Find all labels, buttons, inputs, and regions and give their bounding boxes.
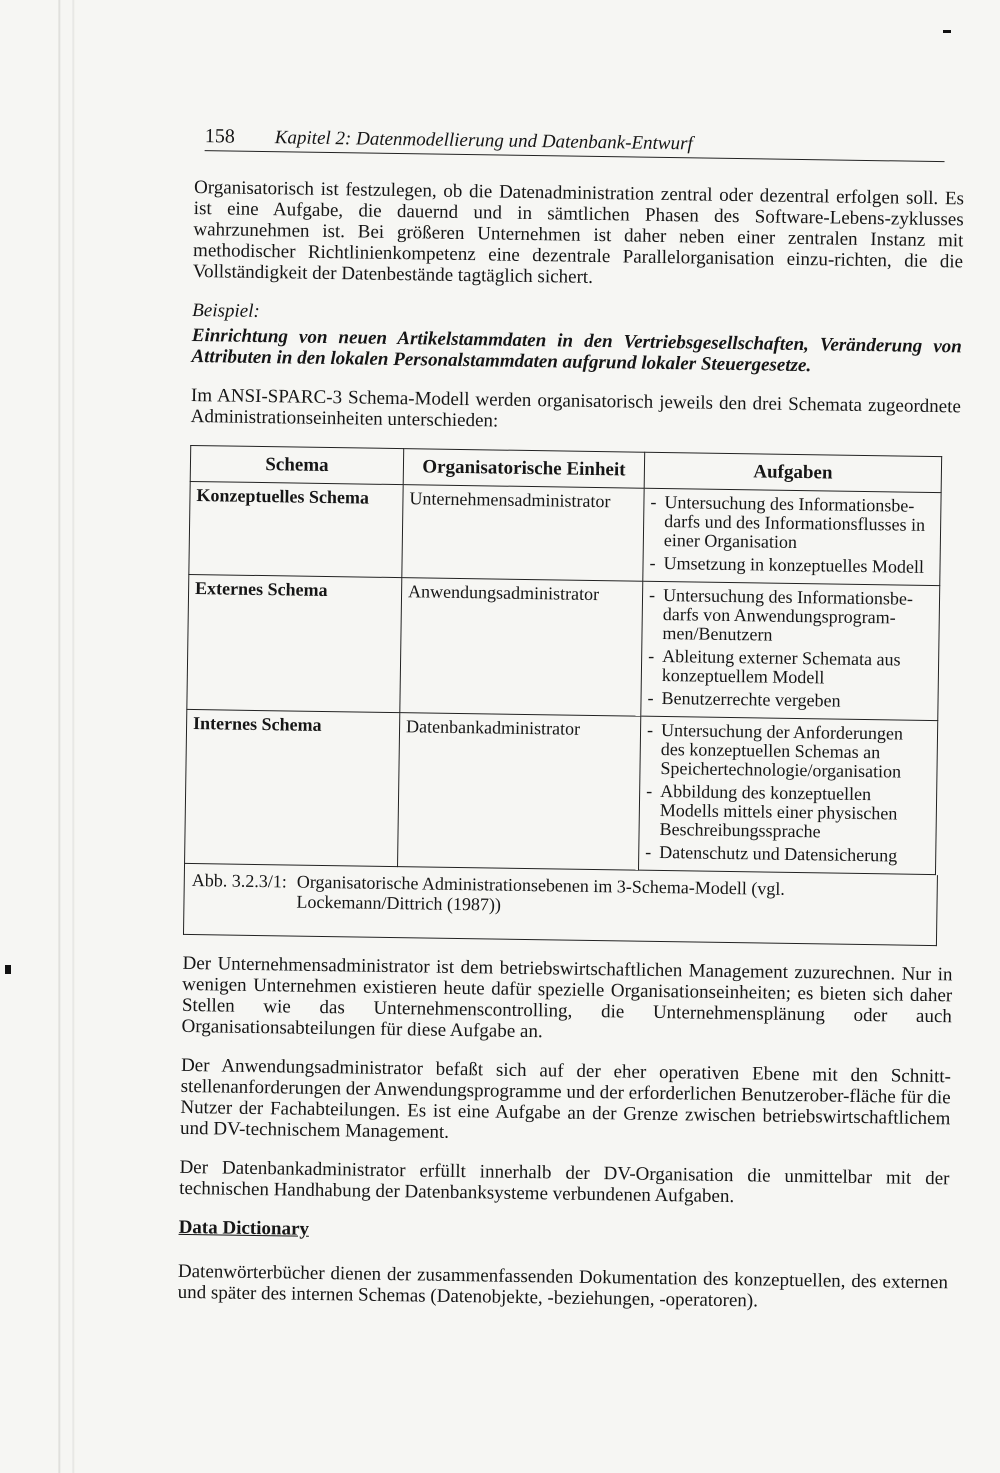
- paragraph-data-dictionary: Datenwörterbücher dienen der zusammenfassenden Dokumentation des konzeptuellen, des externen und später des internen Schemas (Datenobjekte, -beziehungen, -operatoren).: [177, 1260, 949, 1312]
- example-text: Einrichtung von neuen Artikelstammdaten in den Vertriebsgesellschaften, Veränderung von Attributen in den lokalen Personalstammdaten aufgrund lokaler Steuergesetze.: [191, 324, 962, 377]
- table-row: [187, 574, 940, 720]
- chapter-title: Kapitel 2: Datenmodellierung und Datenbank-Entwurf: [274, 127, 693, 155]
- paragraph-datenbankadministrator: Der Datenbankadministrator erfüllt innerhalb der DV-Organisation die unmittelbar mit der technischen Handhabung der Datenbanksysteme verbundenen Aufgaben.: [179, 1156, 950, 1208]
- row-schema: Internes Schema: [185, 709, 400, 866]
- row-tasks: [643, 488, 941, 585]
- task-item: - Benutzerrechte vergeben: [647, 687, 841, 711]
- corner-mark: [943, 30, 951, 33]
- task-item: - Untersuchung des Informationsbe-darfs von Anwendungsprogram-men/Benutzern: [648, 584, 914, 645]
- page-header: [205, 125, 945, 162]
- paragraph-anwendungsadministrator: Der Anwendungsadministrator befaßt sich auf der eher operativen Ebene mit den Schnitt-stellenanforderungen der Anwendungsprogramme und der erforderlichen Benutzerober-fläche für die Nutzer der Fachabteilungen. Es ist eine Aufgabe an der Grenze zwischen betriebswirtschaftlichem und DV-technischem Management.: [179, 1054, 952, 1143]
- caption-text: Organisatorische Administrationsebenen im 3-Schema-Modell (vgl. Lockemann/Dittrich (1987)): [296, 871, 785, 915]
- row-schema: Externes Schema: [187, 574, 402, 712]
- row-unit: Anwendungsadministrator: [400, 578, 643, 717]
- intro-paragraph: Organisatorisch ist festzulegen, ob die Datenadministration zentral oder dezentral erfolgen soll. Es ist eine Aufgabe, die dauernd und in sämtlichen Phasen des Software-Lebens-zyklusses wahrzunehmen ist. Bei größeren Unternehmen ist daher neben einer zentralen Instanz mit methodischer Richtlinienkompetenz eine dezentrale Parallelorganisation einzu-richten, die die Vollständigkeit der Datenbestände tagtäglich sichert.: [192, 176, 965, 288]
- schema-table: [184, 445, 942, 875]
- paragraph-unternehmensadministrator: Der Unternehmensadministrator ist dem betriebswirtschaftlichen Management zuzurechnen. Nur in wenigen Unternehmen existieren heute dafür spezielle Organisationseinheiten; es bieten sich daher Stellen wie das Unternehmenscontrolling, die Unternehmensplänung oder auch Organisationsabteilungen für diese Aufgabe an.: [181, 952, 953, 1043]
- row-unit: Datenbankadministrator: [398, 713, 641, 871]
- row-unit: Unternehmensadministrator: [402, 485, 644, 582]
- task-item: - Datenschutz und Datensicherung: [645, 841, 898, 866]
- row-tasks: [638, 716, 937, 874]
- margin-mark: [5, 965, 11, 974]
- caption-label: Abb. 3.2.3/1:: [191, 870, 287, 892]
- figure-caption: [183, 864, 938, 946]
- page-number: 158: [204, 125, 235, 148]
- scan-edge-artifact: [0, 0, 110, 1473]
- task-item: - Untersuchung des Informationsbe-darfs und des Informationsflusses in einer Organisation: [650, 491, 926, 552]
- task-item: - Umsetzung in konzeptuelles Modell: [649, 552, 925, 577]
- table-row: [189, 481, 941, 585]
- row-schema: Konzeptuelles Schema: [189, 481, 403, 577]
- task-item: - Abbildung des konzeptuellen Modells mittels einer physischen Beschreibungssprache: [646, 780, 898, 842]
- ansi-paragraph: Im ANSI-SPARC-3 Schema-Modell werden organisatorisch jeweils den drei Schemata zugeordnete Administrationseinheiten unterschieden:: [190, 384, 962, 432]
- table-header-schema: Schema: [190, 445, 404, 484]
- section-heading-data-dictionary: Data Dictionary: [178, 1216, 310, 1240]
- example-label: Beispiel:: [192, 299, 260, 322]
- task-item: - Untersuchung der Anforderungen des konzeptuellen Schemas an Speichertechnologie/organisation: [646, 719, 904, 782]
- table-header-unit: Organisatorische Einheit: [403, 449, 645, 489]
- book-page: [177, 125, 965, 1332]
- task-item: - Ableitung externer Schemata aus konzeptuellem Modell: [648, 645, 901, 688]
- table-row: [185, 709, 938, 874]
- table-header-tasks: Aufgaben: [644, 452, 942, 492]
- row-tasks: [641, 581, 940, 720]
- body-text: [178, 953, 953, 1314]
